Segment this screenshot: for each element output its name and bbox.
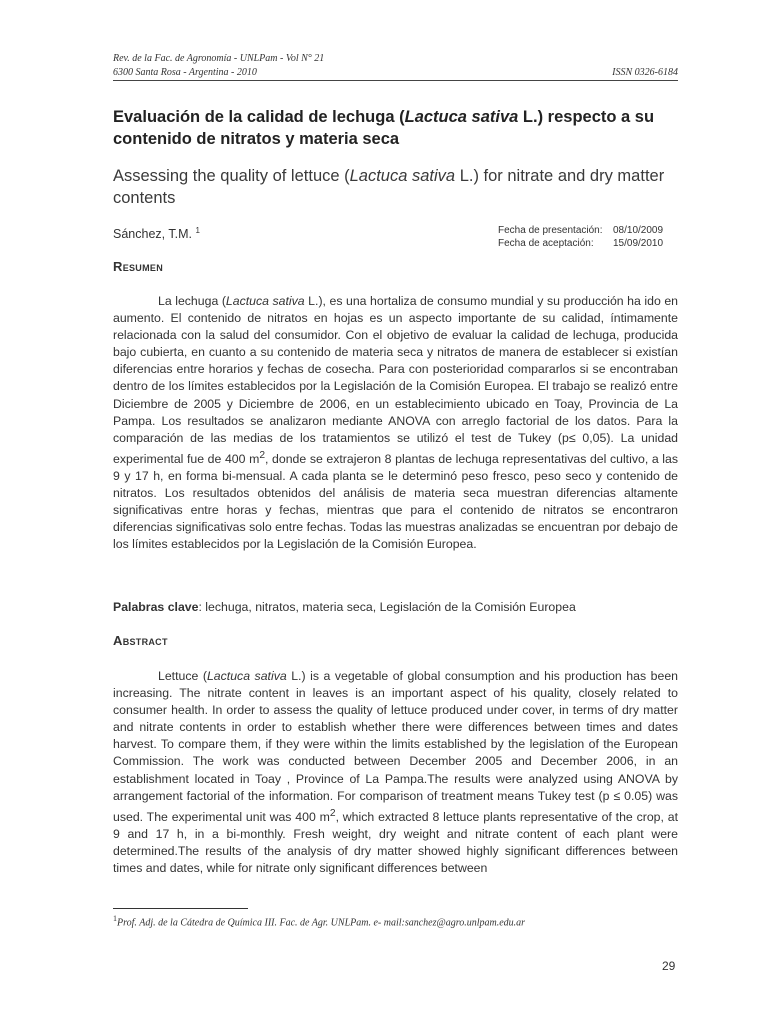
- presented-date-label: Fecha de presentación:: [498, 225, 603, 236]
- keywords-text: : lechuga, nitratos, materia seca, Legislación de la Comisión Europea: [198, 600, 576, 614]
- resumen-heading: Resumen: [113, 259, 163, 274]
- abstract-paragraph: Lettuce (Lactuca sativa L.) is a vegetable of global consumption and his production has been increasing. The nitrate content in leaves is an important aspect of his quality, closely related to consumer health. In order to assess the quality of lettuce produced under cover, in terms of dry matter and nitrate contents in order to establish whether there were differences between times and dates harvest. To compare them, if they were within the limits established by the legislation of the European Commission. The work was conducted between December 2005 and December 2006, in an establishment located in Toay , Province of La Pampa.The results were analyzed using ANOVA by arrangement factorial of the information. For comparison of treatment means Tukey test (p ≤ 0.05) was used. The experimental unit was 400 $m^2$, which extracted 8 lettuce plants representative of the crop, at 9 and 17 h, in a bi-monthly. Fresh weight, dry weight and nitrate content of each plant were determined.The results of the analysis of dry matter showed highly significant differences between times and dates, while for nitrate only significant differences between: [113, 669, 678, 876]
- header-divider: [113, 80, 678, 81]
- footnote-divider: [113, 908, 248, 909]
- author: Sánchez, T.M. $^1$: [113, 226, 200, 242]
- title-english: Assessing the quality of lettuce (Lactuca sativa L.) for nitrate and dry matter contents: [113, 167, 665, 207]
- keywords: [113, 600, 678, 614]
- journal-issn: ISSN 0326-6184: [612, 67, 678, 78]
- title-spanish: Evaluación de la calidad de lechuga (Lactuca sativa L.) respecto a su contenido de nitratos y materia seca: [113, 108, 655, 148]
- running-header: [113, 52, 678, 80]
- submission-dates: [498, 224, 663, 250]
- footnote: $^1$Prof. Adj. de la Cátedra de Química III. Fac. de Agr. UNLPam. e- mail:sanchez@agro.unlpam.edu.ar: [113, 914, 526, 929]
- resumen-paragraph: La lechuga (Lactuca sativa L.), es una hortaliza de consumo mundial y su producción ha ido en aumento. El contenido de nitratos en hojas es un aspecto importante de su calidad, íntimamente relacionada con la salud del consumidor. Con el objetivo de evaluar la calidad de lechuga, producida bajo cubierta, en cuanto a su contenido de materia seca y nitratos de manera de establecer si existían diferencias entre horarios y fechas de cosecha. Para con posterioridad compararlos si se encontraban dentro de los límites establecidos por la Legislación de la Comisión Europea. El trabajo se realizó entre Diciembre de 2005 y Diciembre de 2006, en un establecimiento ubicado en Toay, Provincia de La Pampa. Los resultados se analizaron mediante ANOVA con arreglo factorial de los datos. Para la comparación de las medias de los tratamientos se utilizó el test de Tukey (p≤ 0,05). La unidad experimental fue de 400 $m^2$, donde se extrajeron 8 plantas de lechuga representativas del cultivo, a las 9 y 17 h, en forma bi-mensual. A cada planta se le determinó peso fresco, peso seco y contenido de nitratos. Los resultados obtenidos del análisis de materia seca muestran diferencias altamente significativas entre horas y fechas, mientras que para el contenido de nitratos se encontraron diferencias significativas solo entre fechas. Todas las muestras analizadas se encuentran por debajo de los límites establecidos por la Legislación de la Comisión Europea.: [113, 294, 679, 552]
- page-number: 29: [662, 959, 676, 973]
- presented-date-value: 08/10/2009: [613, 225, 664, 236]
- journal-location: 6300 Santa Rosa - Argentina - 2010: [113, 67, 257, 78]
- keywords-label: Palabras clave: [113, 600, 199, 614]
- abstract-heading: Abstract: [113, 633, 168, 648]
- journal-name: Rev. de la Fac. de Agronomía - UNLPam - Vol N° 21: [113, 53, 325, 64]
- author-affiliation-mark: 1: [195, 226, 200, 235]
- title-spanish-species: Lactuca sativa: [404, 108, 519, 126]
- accepted-date-label: Fecha de aceptación:: [498, 238, 594, 249]
- title-english-species: Lactuca sativa: [349, 167, 456, 185]
- accepted-date-value: 15/09/2010: [613, 238, 664, 249]
